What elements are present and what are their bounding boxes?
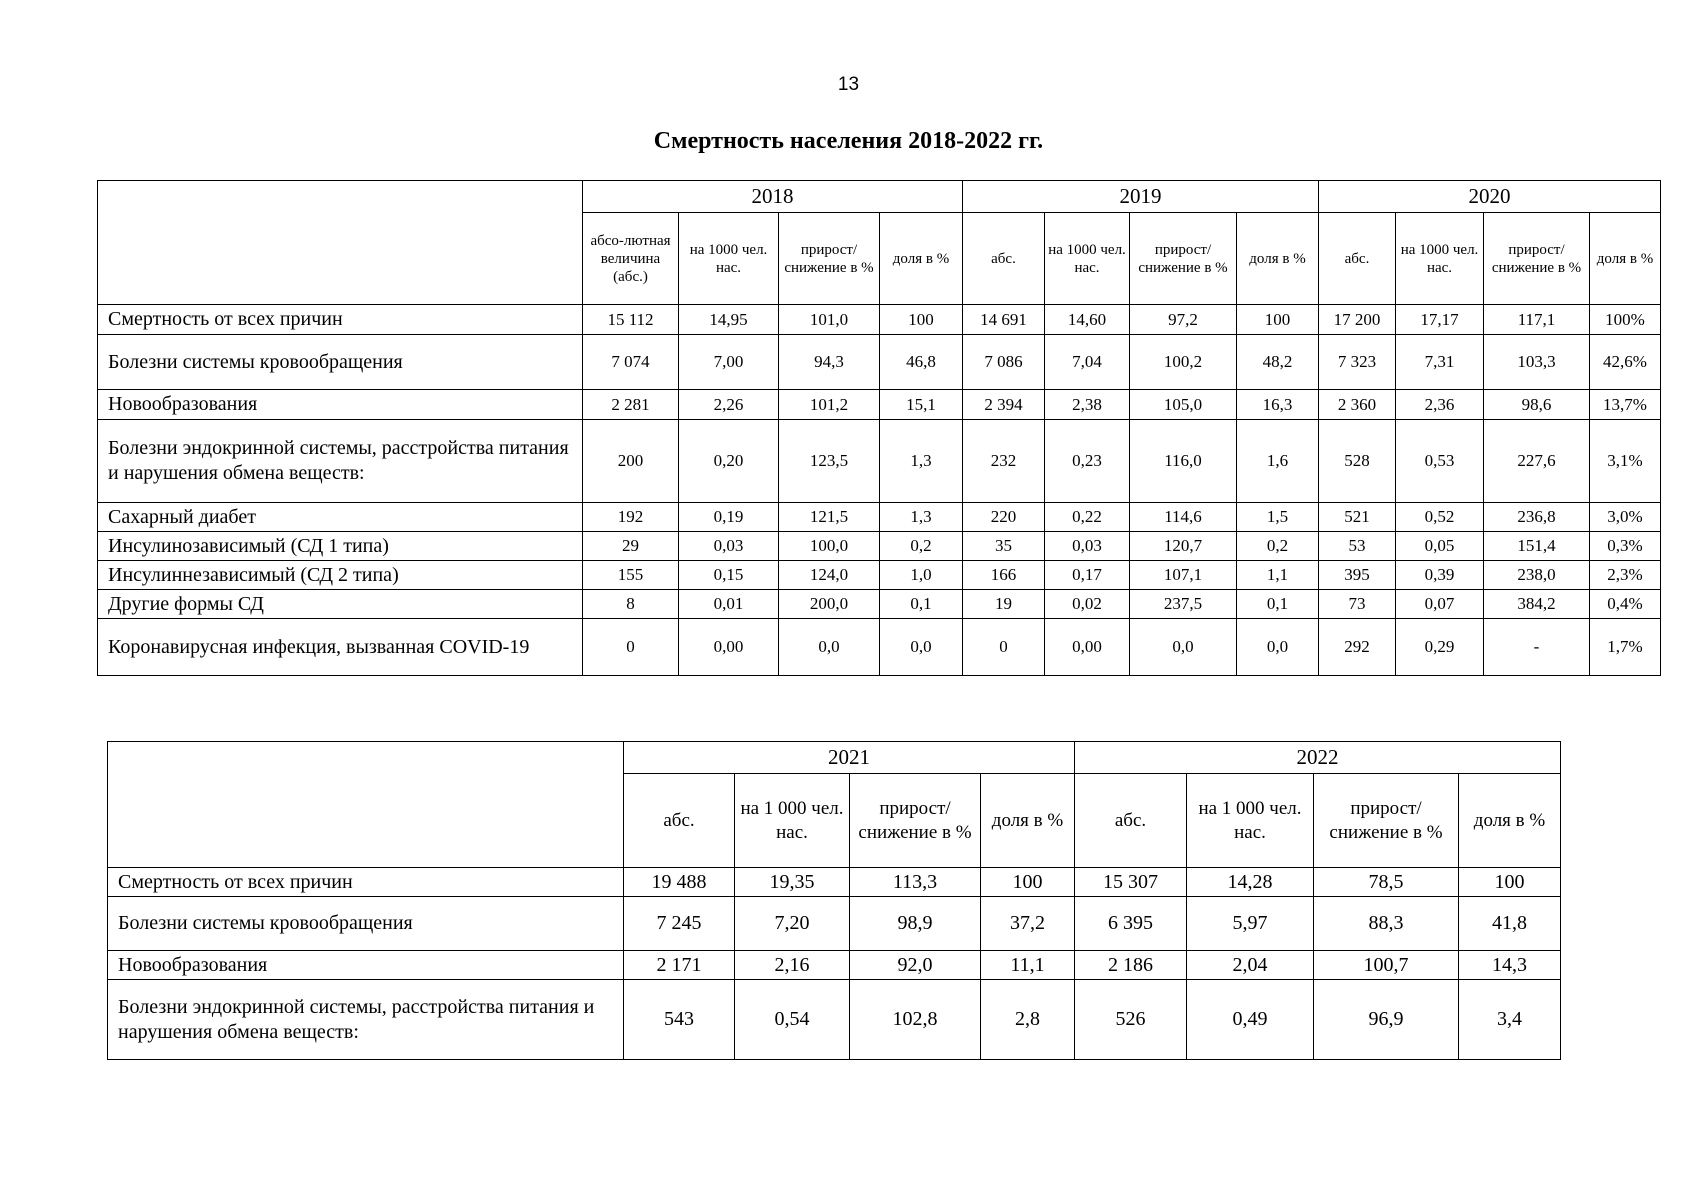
table-cell: 0,2	[880, 532, 963, 561]
table-cell: 7,20	[735, 897, 850, 951]
table-cell: 92,0	[850, 951, 981, 980]
table-cell: 101,2	[779, 390, 880, 420]
row-label: Болезни системы кровообращения	[108, 897, 624, 951]
table-cell: 100,7	[1314, 951, 1459, 980]
table-cell: 292	[1319, 619, 1396, 676]
table-cell: 0,1	[880, 590, 963, 619]
table-cell: 11,1	[981, 951, 1075, 980]
table-cell: 1,6	[1237, 420, 1319, 503]
table-row	[98, 619, 1661, 676]
table-cell: 0,05	[1396, 532, 1484, 561]
table-cell: 7 245	[624, 897, 735, 951]
table-cell: 2,04	[1187, 951, 1314, 980]
table-cell: 17 200	[1319, 305, 1396, 335]
table-cell: 102,8	[850, 980, 981, 1060]
table-cell: 14 691	[963, 305, 1045, 335]
table-row	[108, 951, 1561, 980]
table-cell: 8	[583, 590, 679, 619]
table-cell: 2 281	[583, 390, 679, 420]
table-cell: 0,22	[1045, 503, 1130, 532]
table-cell: 0,2	[1237, 532, 1319, 561]
column-subheader: доля в %	[880, 213, 963, 305]
page-title: Смертность населения 2018-2022 гг.	[653, 128, 1044, 154]
table-cell: 0	[963, 619, 1045, 676]
row-label-header	[98, 181, 583, 305]
table-cell: 0,00	[1045, 619, 1130, 676]
table-cell: 35	[963, 532, 1045, 561]
row-label: Новообразования	[98, 390, 583, 420]
column-subheader: абс.	[624, 774, 735, 868]
table-cell: 232	[963, 420, 1045, 503]
table-cell: 73	[1319, 590, 1396, 619]
column-subheader: на 1 000 чел. нас.	[1187, 774, 1314, 868]
table-cell: 121,5	[779, 503, 880, 532]
column-subheader: доля в %	[1590, 213, 1661, 305]
table-cell: 7 074	[583, 335, 679, 390]
table-cell: 0,39	[1396, 561, 1484, 590]
table-cell: 7,31	[1396, 335, 1484, 390]
table-cell: 526	[1075, 980, 1187, 1060]
table-cell: 100,0	[779, 532, 880, 561]
table-cell: 1,1	[1237, 561, 1319, 590]
table-cell: 200,0	[779, 590, 880, 619]
row-label: Болезни эндокринной системы, расстройства питания и нарушения обмена веществ:	[98, 420, 583, 503]
column-subheader: прирост/ снижение в %	[1484, 213, 1590, 305]
table-cell: 0,03	[679, 532, 779, 561]
table-cell: 78,5	[1314, 868, 1459, 897]
column-subheader: на 1000 чел. нас.	[679, 213, 779, 305]
table-cell: 0,01	[679, 590, 779, 619]
table-cell: 192	[583, 503, 679, 532]
table-cell: 0,54	[735, 980, 850, 1060]
table-cell: 2 171	[624, 951, 735, 980]
column-subheader: абс.	[1075, 774, 1187, 868]
table-cell: 15 307	[1075, 868, 1187, 897]
table-cell: 1,3	[880, 503, 963, 532]
table-cell: 3,0%	[1590, 503, 1661, 532]
table-cell: 116,0	[1130, 420, 1237, 503]
column-subheader: на 1000 чел. нас.	[1396, 213, 1484, 305]
table-cell: 14,28	[1187, 868, 1314, 897]
table-cell: 6 395	[1075, 897, 1187, 951]
table-cell: 0,19	[679, 503, 779, 532]
table-cell: 2,36	[1396, 390, 1484, 420]
column-subheader: прирост/ снижение в %	[779, 213, 880, 305]
table-cell: 100	[880, 305, 963, 335]
table-cell: 100%	[1590, 305, 1661, 335]
table-cell: 48,2	[1237, 335, 1319, 390]
table-cell: 1,3	[880, 420, 963, 503]
table-cell: 0,4%	[1590, 590, 1661, 619]
mortality-table-2018-2020	[97, 180, 1661, 676]
row-label: Инсулинозависимый (СД 1 типа)	[98, 532, 583, 561]
year-header: 2019	[963, 181, 1319, 213]
column-subheader: абс.	[963, 213, 1045, 305]
year-header: 2018	[583, 181, 963, 213]
table-cell: 543	[624, 980, 735, 1060]
table-cell: 0,0	[1237, 619, 1319, 676]
table-cell: 46,8	[880, 335, 963, 390]
table-cell: 0,00	[679, 619, 779, 676]
table-cell: 2,3%	[1590, 561, 1661, 590]
table-row	[108, 897, 1561, 951]
table-cell: 14,3	[1459, 951, 1561, 980]
table-cell: 19	[963, 590, 1045, 619]
table-cell: 17,17	[1396, 305, 1484, 335]
table-cell: 395	[1319, 561, 1396, 590]
table-cell: 41,8	[1459, 897, 1561, 951]
table-cell: 2,38	[1045, 390, 1130, 420]
table-row	[98, 561, 1661, 590]
column-subheader: на 1000 чел. нас.	[1045, 213, 1130, 305]
table-cell: 42,6%	[1590, 335, 1661, 390]
column-subheader: абсо-лютная величина (абс.)	[583, 213, 679, 305]
table-cell: 113,3	[850, 868, 981, 897]
table-cell: 0,52	[1396, 503, 1484, 532]
table-cell: 521	[1319, 503, 1396, 532]
table-cell: 236,8	[1484, 503, 1590, 532]
column-subheader: прирост/ снижение в %	[1314, 774, 1459, 868]
table-cell: 114,6	[1130, 503, 1237, 532]
table-row	[98, 532, 1661, 561]
table-cell: 53	[1319, 532, 1396, 561]
table-cell: 7 086	[963, 335, 1045, 390]
table-cell: 384,2	[1484, 590, 1590, 619]
column-subheader: доля в %	[981, 774, 1075, 868]
table-cell: 0,49	[1187, 980, 1314, 1060]
table-cell: 13,7%	[1590, 390, 1661, 420]
table-cell: 98,6	[1484, 390, 1590, 420]
table-row	[98, 590, 1661, 619]
table-cell: 1,7%	[1590, 619, 1661, 676]
table-cell: 1,0	[880, 561, 963, 590]
table-cell: 2,16	[735, 951, 850, 980]
table-cell: 15 112	[583, 305, 679, 335]
row-label: Болезни системы кровообращения	[98, 335, 583, 390]
table-cell: 0,29	[1396, 619, 1484, 676]
table-cell: 117,1	[1484, 305, 1590, 335]
table-cell: 14,95	[679, 305, 779, 335]
table-cell: 1,5	[1237, 503, 1319, 532]
table-cell: 2,8	[981, 980, 1075, 1060]
table-cell: 100	[1237, 305, 1319, 335]
table-cell: 14,60	[1045, 305, 1130, 335]
table-cell: 107,1	[1130, 561, 1237, 590]
table-cell: 0,0	[880, 619, 963, 676]
table-cell: 7,00	[679, 335, 779, 390]
table-cell: 3,4	[1459, 980, 1561, 1060]
table-cell: 528	[1319, 420, 1396, 503]
row-label: Другие формы СД	[98, 590, 583, 619]
year-header: 2022	[1075, 742, 1561, 774]
table-cell: 96,9	[1314, 980, 1459, 1060]
table-cell: 124,0	[779, 561, 880, 590]
table-cell: 7,04	[1045, 335, 1130, 390]
table-row	[98, 335, 1661, 390]
table-row	[98, 305, 1661, 335]
table-cell: 120,7	[1130, 532, 1237, 561]
table-cell: 3,1%	[1590, 420, 1661, 503]
table-cell: 0,20	[679, 420, 779, 503]
table-cell: 0,23	[1045, 420, 1130, 503]
table-cell: 15,1	[880, 390, 963, 420]
column-subheader: доля в %	[1237, 213, 1319, 305]
column-subheader: прирост/ снижение в %	[1130, 213, 1237, 305]
table-cell: 238,0	[1484, 561, 1590, 590]
table-cell: 0,3%	[1590, 532, 1661, 561]
table-cell: 0,1	[1237, 590, 1319, 619]
table-cell: 19 488	[624, 868, 735, 897]
row-label: Инсулиннезависимый (СД 2 типа)	[98, 561, 583, 590]
table-cell: 2 360	[1319, 390, 1396, 420]
table-cell: 5,97	[1187, 897, 1314, 951]
table-cell: 200	[583, 420, 679, 503]
row-label: Смертность от всех причин	[98, 305, 583, 335]
table-cell: 0,07	[1396, 590, 1484, 619]
table-cell: 0,0	[1130, 619, 1237, 676]
column-subheader: прирост/ снижение в %	[850, 774, 981, 868]
page-number: 13	[837, 74, 860, 95]
table-cell: 2 394	[963, 390, 1045, 420]
table-row	[98, 420, 1661, 503]
column-subheader: на 1 000 чел. нас.	[735, 774, 850, 868]
table-cell: 0,02	[1045, 590, 1130, 619]
table-row	[108, 868, 1561, 897]
table-cell: 98,9	[850, 897, 981, 951]
year-header: 2021	[624, 742, 1075, 774]
row-label: Коронавирусная инфекция, вызванная COVID-19	[98, 619, 583, 676]
row-label: Сахарный диабет	[98, 503, 583, 532]
table-cell: 97,2	[1130, 305, 1237, 335]
table-cell: -	[1484, 619, 1590, 676]
table-cell: 101,0	[779, 305, 880, 335]
table-cell: 7 323	[1319, 335, 1396, 390]
table-cell: 16,3	[1237, 390, 1319, 420]
column-subheader: абс.	[1319, 213, 1396, 305]
table-cell: 220	[963, 503, 1045, 532]
table-cell: 227,6	[1484, 420, 1590, 503]
table-cell: 37,2	[981, 897, 1075, 951]
table-cell: 100	[981, 868, 1075, 897]
table-cell: 155	[583, 561, 679, 590]
table-cell: 151,4	[1484, 532, 1590, 561]
table-cell: 19,35	[735, 868, 850, 897]
table-cell: 237,5	[1130, 590, 1237, 619]
table-cell: 88,3	[1314, 897, 1459, 951]
table-row	[108, 980, 1561, 1060]
table-cell: 100,2	[1130, 335, 1237, 390]
row-label: Новообразования	[108, 951, 624, 980]
table-cell: 100	[1459, 868, 1561, 897]
column-subheader: доля в %	[1459, 774, 1561, 868]
table-cell: 105,0	[1130, 390, 1237, 420]
table-cell: 94,3	[779, 335, 880, 390]
table-cell: 166	[963, 561, 1045, 590]
table-cell: 0,17	[1045, 561, 1130, 590]
row-label: Болезни эндокринной системы, расстройства питания и нарушения обмена веществ:	[108, 980, 624, 1060]
table-cell: 103,3	[1484, 335, 1590, 390]
table-row	[98, 390, 1661, 420]
year-header: 2020	[1319, 181, 1661, 213]
row-label-header	[108, 742, 624, 868]
table-cell: 29	[583, 532, 679, 561]
table-cell: 0,03	[1045, 532, 1130, 561]
table-cell: 2 186	[1075, 951, 1187, 980]
table-cell: 0	[583, 619, 679, 676]
table-cell: 2,26	[679, 390, 779, 420]
table-cell: 123,5	[779, 420, 880, 503]
row-label: Смертность от всех причин	[108, 868, 624, 897]
mortality-table-2021-2022	[107, 741, 1561, 1060]
table-row	[98, 503, 1661, 532]
table-cell: 0,15	[679, 561, 779, 590]
table-cell: 0,0	[779, 619, 880, 676]
table-cell: 0,53	[1396, 420, 1484, 503]
